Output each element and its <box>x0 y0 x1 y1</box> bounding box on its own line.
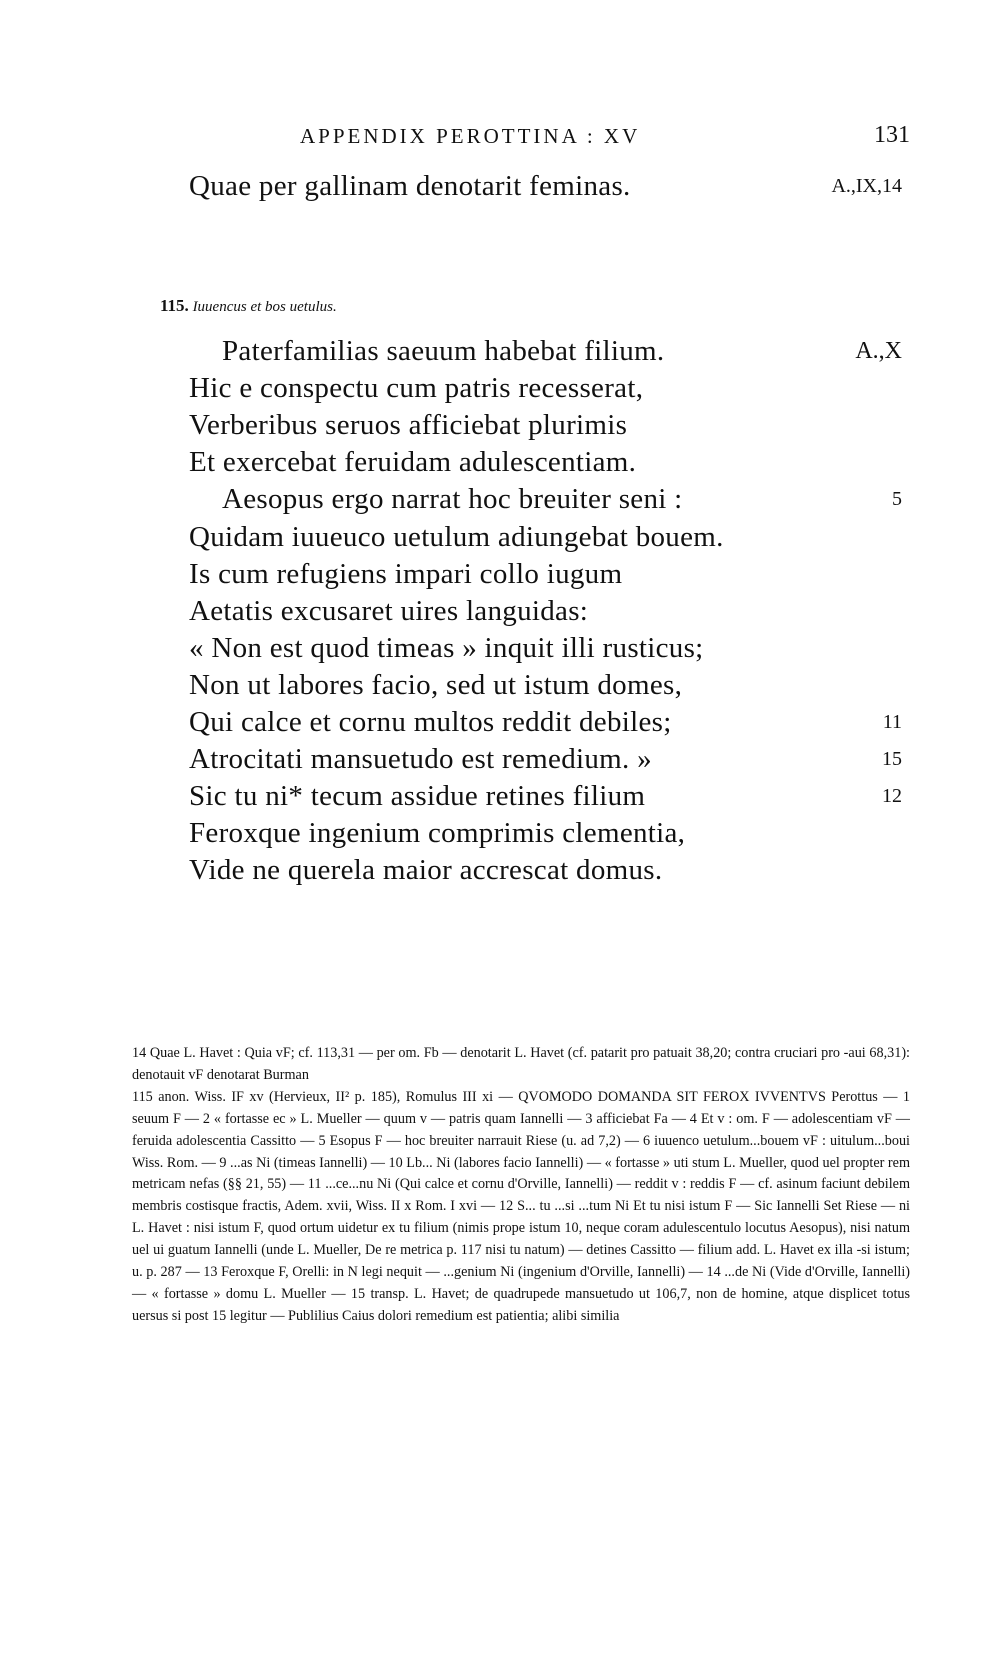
verse-line-number: A.,X <box>855 338 902 364</box>
verse-line-number: 5 <box>892 488 902 510</box>
verse-line: Aesopus ergo narrat hoc breuiter seni : <box>222 483 683 515</box>
apparatus-note: 115 anon. Wiss. IF xv (Hervieux, II² p. 185), Romulus III xi — QVOMODO DOMANDA SIT FEROX IVVENTVS Perottus — 1 seuum F — 2 « fortasse ec » L. Mueller — quum v — patris quam Iannelli — 3 afficiebat Fa — 4 Et v : om. F — adolescentiam vF — feruida adolescentia Cassitto — 5 Esopus F — hoc breuiter narrauit Riese (u. ad 7,2) — 6 iuuenco uetulum...bouem vF : uitulum...boui Wiss. Rom. — 9 ...as Ni (timeas Iannelli) — 10 Lb... Ni (labores facio Iannelli) — « fortasse » uti stum L. Mueller, quod uel propter rem metricam nefas (§§ 21, 55) — 11 ...ce...nu Ni (Qui calce et cornu d'Orville, Iannelli) — reddit v : reddis F — cf. asinum faciunt debilem membris costisque fractis, Adem. xvii, Wiss. II x Rom. I xvi — 12 S... tu ...si ...tum Ni Et tu nisi istum F — Sic Iannelli Set Riese — ni L. Havet : nisi istum F, quod ortum uidetur ex tu filium (nimis prope istum 10, neque coram adulescentulo locutus Aesopus), nisi natum uel ui guatum Iannelli (unde L. Mueller, De re metrica p. 117 nisi tu natum) — detines Cassitto — filium add. L. Havet ex illa -si istum; u. p. 287 — 13 Feroxque F, Orelli: in N legi nequit — ...genium Ni (ingenium d'Orville, Iannelli) — 14 ...de Ni (Vide d'Orville, Iannelli) — « fortasse » domu L. Mueller — 15 transp. L. Havet; de quadrupede mansuetudo ut 106,7, non de homine, atque displicet totus uersus si post 15 legitur — Publilius Caius dolori remedium est patientia; alibi similia <box>132 1088 910 1324</box>
verse-line: Qui calce et cornu multos reddit debiles; <box>189 706 672 738</box>
fable-title: Iuuencus et bos uetulus. <box>192 299 337 315</box>
verse-line: Aetatis excusaret uires languidas: <box>189 595 589 627</box>
critical-apparatus <box>132 1043 910 1328</box>
fable-heading <box>160 296 337 316</box>
verse-line: Verberibus seruos afficiebat plurimis <box>189 409 628 441</box>
verse-line: Is cum refugiens impari collo iugum <box>189 558 623 590</box>
page-number: 131 <box>874 122 910 148</box>
verse-line-number: 12 <box>882 785 902 807</box>
verse-line-number: 15 <box>882 748 902 770</box>
top-verse-reference: A.,IX,14 <box>831 175 902 197</box>
verse-line: Paterfamilias saeuum habebat filium. <box>222 335 665 367</box>
verse-line: Et exercebat feruidam adulescentiam. <box>189 446 637 478</box>
verse-line: Quidam iuueuco uetulum adiungebat bouem. <box>189 521 724 553</box>
verse-line: « Non est quod timeas » inquit illi rusticus; <box>189 632 704 664</box>
running-head: APPENDIX PEROTTINA : XV <box>300 124 641 148</box>
verse-line: Sic tu ni* tecum assidue retines filium <box>189 780 646 812</box>
top-verse-line: Quae per gallinam denotarit feminas. <box>189 170 631 202</box>
verse-line: Non ut labores facio, sed ut istum domes, <box>189 669 683 701</box>
verse-line-number: 11 <box>882 711 902 733</box>
verse-line: Hic e conspectu cum patris recesserat, <box>189 372 644 404</box>
fable-number: 115. <box>160 296 189 315</box>
verse-line: Atrocitati mansuetudo est remedium. » <box>189 743 652 775</box>
verse-line: Feroxque ingenium comprimis clementia, <box>189 817 686 849</box>
verse-line: Vide ne querela maior accrescat domus. <box>189 854 663 886</box>
apparatus-note: 14 Quae L. Havet : Quia vF; cf. 113,31 — per om. Fb — denotarit L. Havet (cf. patarit pro patuait 38,20; contra cruciari pro -aui 68,31): denotauit vF denotarat Burman <box>132 1045 910 1083</box>
